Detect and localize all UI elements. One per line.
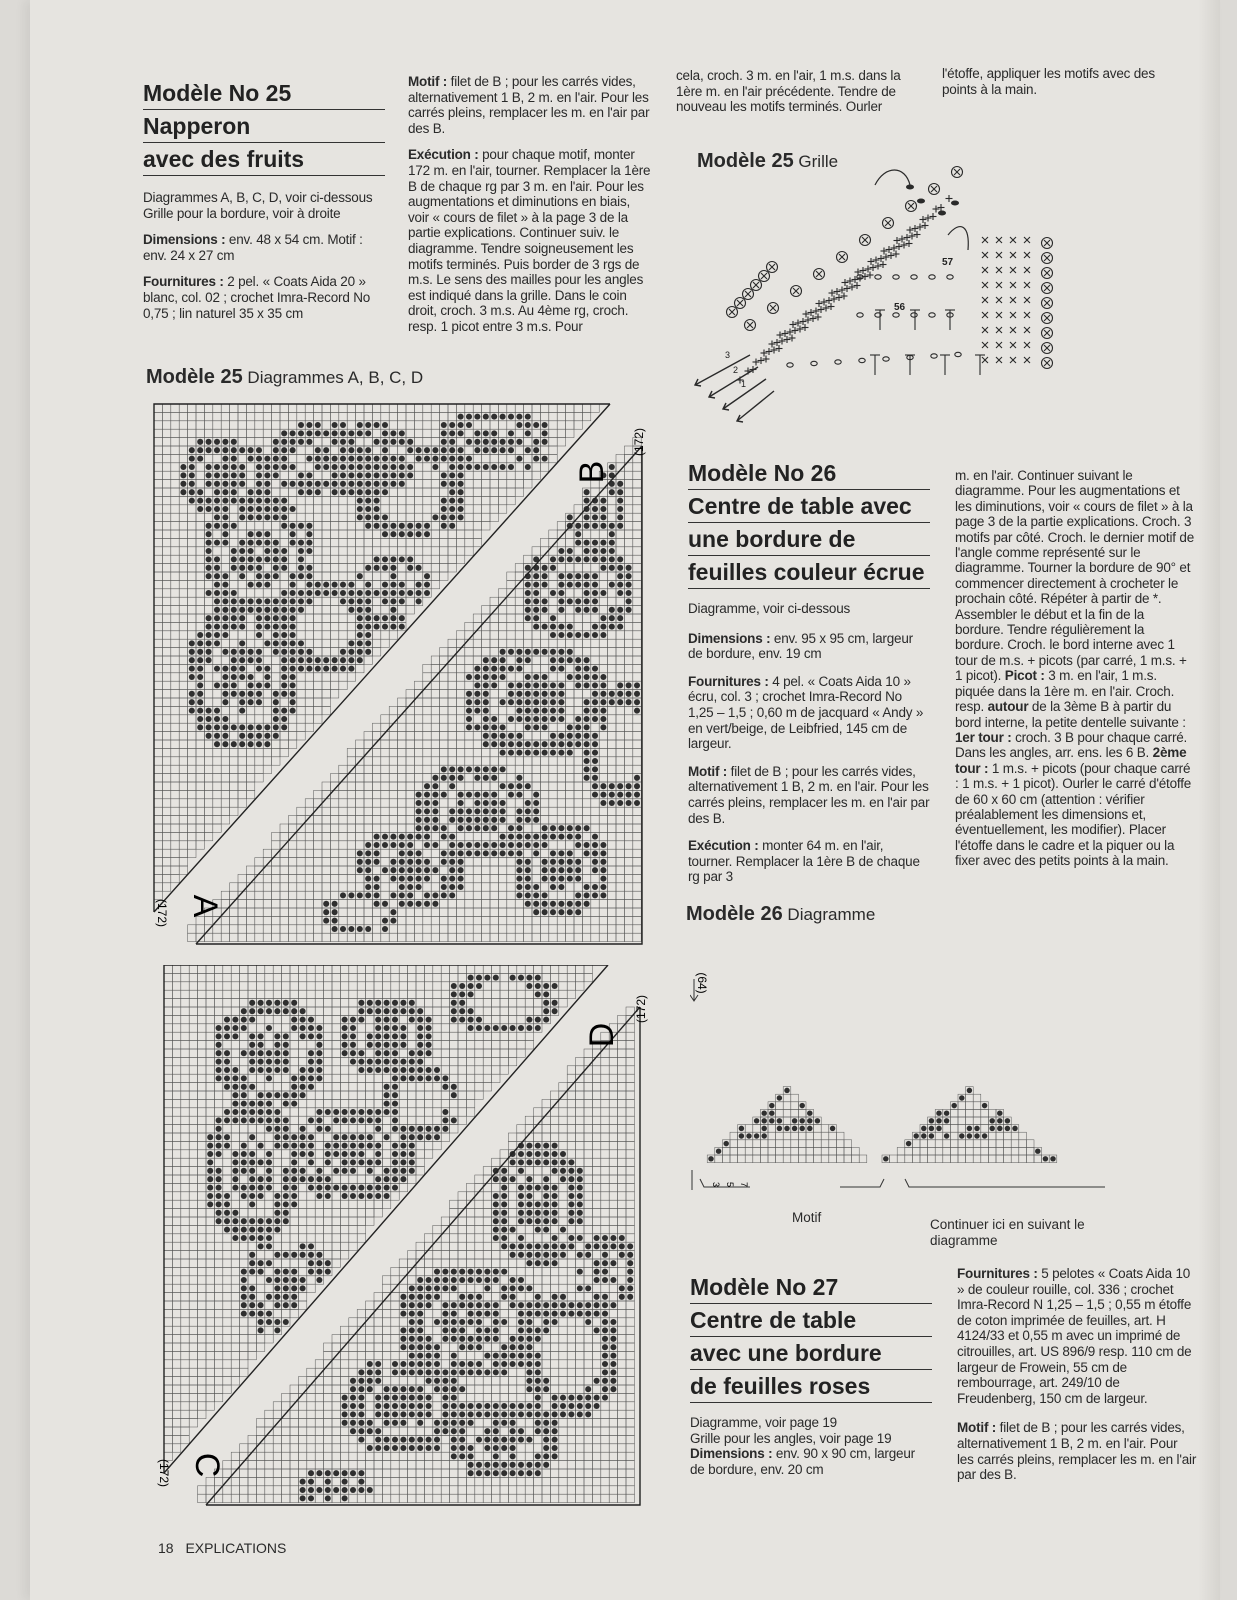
m26-right-column [955,468,1195,869]
m27-title-line-4: de feuilles roses [690,1371,932,1403]
m27-block [690,1272,932,1477]
m26-fournitures-text: 4 pel. « Coats Aida 10 » écru, col. 3 ; crochet Imra-Record No 1,25 – 1,5 ; 0,60 m de jacquard « Andy » en vert/beige, de Leibfried, 145 cm de largeur. [688,673,924,752]
m25-fournitures-label: Fournitures : [143,274,224,290]
diag26-count: (64) [695,972,709,994]
grille25-heading-bold: Modèle 25 [697,150,794,172]
m25-column-2 [408,74,651,335]
m25-execution-text: pour chaque motif, monter 172 m. en l'air, tourner. Remplacer la 1ère B de chaque rg par 3 m. en l'air. Pour les augmentations et diminutions en biais, voir « cours de filet » à la page 3 de la partie explications. Continuer suiv. le diagramme. Tendre soigneusement les motifs terminés. Puis border de 3 rgs de m.s. Le sens des mailles pour les angles est indiqué dans la grille. Dans le coin droit, croch. 3 m.s. Au 4ème rg, croch. resp. 1 picot entre 3 m.s. Pour [408,147,651,334]
diagram-label-d: D [583,1022,621,1048]
m26-title-line-3: une bordure de [688,524,930,556]
m26-execution-label: Exécution : [688,838,759,854]
m26-autour-label: autour [987,699,1029,715]
diag25-heading [146,366,423,389]
m25-fournitures [143,274,385,321]
page-number: 18 [158,1540,174,1556]
m27-dimensions-text: env. 90 x 90 cm, largeur de bordure, env. 20 cm [690,1446,915,1477]
grille25-diagram [680,125,1080,430]
diag26-row-5: 5 [725,1182,735,1188]
footer-section: EXPLICATIONS [185,1540,287,1556]
m26-fournitures [688,674,930,752]
svg-text:57: 57 [942,257,954,268]
m27-fournitures-label: Fournitures : [957,1266,1038,1281]
diagram-c-d [148,965,668,1525]
m26-right-text-c: de la 3ème B à partir du bord interne, la petite dentelle suivante : [955,699,1186,730]
svg-text:1: 1 [741,379,747,389]
diag26-motif-label: Motif [792,1210,822,1225]
m27-dimensions [690,1446,932,1477]
m25-dimensions [143,232,385,263]
svg-text:56: 56 [894,302,906,313]
m27-motif-text: filet de B ; pour les carrés vides, alternativement 1 B, 2 m. en l'air. Pour les carrés pleins, remplacer les m. en l'air par des B. [957,1420,1197,1483]
m26-right-text-a: m. en l'air. Continuer suivant le diagramme. Pour les augmentations et les diminutions, voir « cours de filet » à la page 3 de la partie explications. Croch. 3 motifs par côté. Croch. le dernier motif de l'angle comme représenté sur le diagramme. Tourner la bordure de 90° et commencer directement à crocheter le prochain côté. Répéter à partir de *. Assembler le début et la fin de la bordure. Tendre régulièrement la bordure. Croch. le bord interne avec 1 tour de m.s. + picots (par carré, 1 m.s. + 1 picot). [955,468,1195,684]
m27-title-line-3: avec une bordure [690,1338,932,1370]
m25-intro: Diagrammes A, B, C, D, voir ci-dessous Grille pour la bordure, voir à droite [143,190,373,221]
m26-title-line-4: feuilles couleur écrue [688,557,930,589]
m25-motif-text: filet de B ; pour les carrés vides, alternativement 1 B, 2 m. en l'air. Pour les carrés pleins, remplacer les m. en l'air par des B. [408,74,650,136]
m25-header-block [143,78,385,332]
m26-right-text-b: 3 m. en l'air, 1 m.s. piquée dans la 1ère m. en l'air. Croch. resp. [955,668,1175,715]
diag26-heading-rest: Diagramme [782,905,876,924]
diag26-row-7: 7 [739,1182,749,1188]
m27-title-line-1: Modèle No 27 [690,1272,932,1304]
m25-motif [408,74,651,136]
m26-dimensions-label: Dimensions : [688,630,771,646]
m26-block [688,458,930,885]
diagram-label-a: A [186,894,224,918]
svg-text:2: 2 [733,365,739,375]
m26-motif [688,764,930,826]
m26-tour1-label: 1er tour : [955,729,1012,745]
m26-execution [688,838,930,885]
m27-motif-label: Motif : [957,1420,997,1436]
m25-fournitures-text: 2 pel. « Coats Aida 20 » blanc, col. 02 ; crochet Imra-Record No 0,75 ; lin naturel 35 x 35 cm [143,274,371,321]
diagram-a-b [148,398,668,958]
grille25-heading-rest: Grille [793,152,839,171]
m25-title-line-3: avec des fruits [143,144,385,176]
m25-dimensions-label: Dimensions : [143,232,226,248]
m25-column-3-text: cela, croch. 3 m. en l'air, 1 m.s. dans la 1ère m. en l'air précédente. Tendre de nouveau les motifs terminés. Ourler [676,68,901,115]
diag26-diagram [690,965,1130,1195]
m26-execution-text: monter 64 m. en l'air, tourner. Remplacer la 1ère B de chaque rg par 3 [688,838,920,885]
diagram-a-count: (172) [155,898,169,928]
m25-title-line-2: Napperon [143,111,385,143]
diag25-heading-bold: Modèle 25 [146,366,243,388]
m27-motif [957,1420,1197,1482]
diagram-d-count: (172) [634,994,648,1024]
diag26-heading [686,903,875,926]
diagram-b-count: (172) [632,427,646,457]
diag26-continue-label: Continuer ici en suivant le diagramme [930,1217,1085,1248]
m25-motif-label: Motif : [408,74,448,89]
diagram-label-c: C [188,1452,226,1478]
m27-dimensions-label: Dimensions : [690,1446,773,1462]
m26-right-text-d: croch. 3 B pour chaque carré. Dans les angles, arr. ens. les 6 B. [955,729,1188,761]
m26-tour2-label: 2ème tour : [955,745,1187,776]
m26-motif-label: Motif : [688,763,728,779]
page-edge-shadow [1198,0,1220,1600]
m27-right-column [957,1266,1197,1483]
m26-title-line-2: Centre de table avec [688,491,930,523]
m26-dimensions-text: env. 95 x 95 cm, largeur de bordure, env. 19 cm [688,630,913,662]
m25-execution [408,147,651,334]
m25-execution-label: Exécution : [408,147,479,163]
diag26-heading-bold: Modèle 26 [686,903,783,925]
diag26-row-3: 3 [711,1182,721,1188]
m27-fournitures [957,1266,1197,1406]
diagram-c-count: (172) [157,1458,171,1488]
m26-dimensions [688,631,930,662]
m26-motif-text: filet de B ; pour les carrés vides, alternativement 1 B, 2 m. en l'air. Pour les carrés pleins, remplacer les m. en l'air par des B. [688,763,930,826]
m27-intro-1: Diagramme, voir page 19 [690,1415,837,1430]
diagram-label-b: B [573,460,611,484]
m26-fournitures-label: Fournitures : [688,673,769,689]
m27-fournitures-text: 5 pelotes « Coats Aida 10 » de couleur rouille, col. 336 ; crochet Imra-Record N 1,25 – 1,5 ; 0,55 m étoffe de coton imprimée de feuilles, art. H 4124/33 et 0,55 m avec un imprimé de citrouilles, art. US 896/9 resp. 110 cm de largeur de Frowein, 55 cm de rembourrage, art. 249/10 de Freudenberg, 150 cm de largeur. [957,1266,1192,1406]
m27-title-line-2: Centre de table [690,1305,932,1337]
m26-intro: Diagramme, voir ci-dessous [688,601,851,616]
m26-picot-label: Picot : [1004,668,1045,684]
m26-title-line-1: Modèle No 26 [688,458,930,490]
svg-text:3: 3 [725,350,731,360]
page-footer [158,1541,286,1557]
m25-column-4-text: l'étoffe, appliquer les motifs avec des points à la main. [942,66,1155,97]
m25-title-line-1: Modèle No 25 [143,78,385,110]
m27-intro-2: Grille pour les angles, voir page 19 [690,1430,892,1446]
diag25-heading-rest: Diagrammes A, B, C, D [242,368,424,387]
m25-dimensions-text: env. 48 x 54 cm. Motif : env. 24 x 27 cm [143,232,363,263]
m26-right-text-e: 1 m.s. + picots (pour chaque carré : 1 m.s. + 1 picot). Ourler le carré d'étoffe de 60 x 60 cm (attention : vérifier préalablement les dimensions et, éventuellement, les modifier). Placer l'étoffe dans le cadre et la piquer ou la fixer avec des petits points à la main. [955,760,1192,869]
